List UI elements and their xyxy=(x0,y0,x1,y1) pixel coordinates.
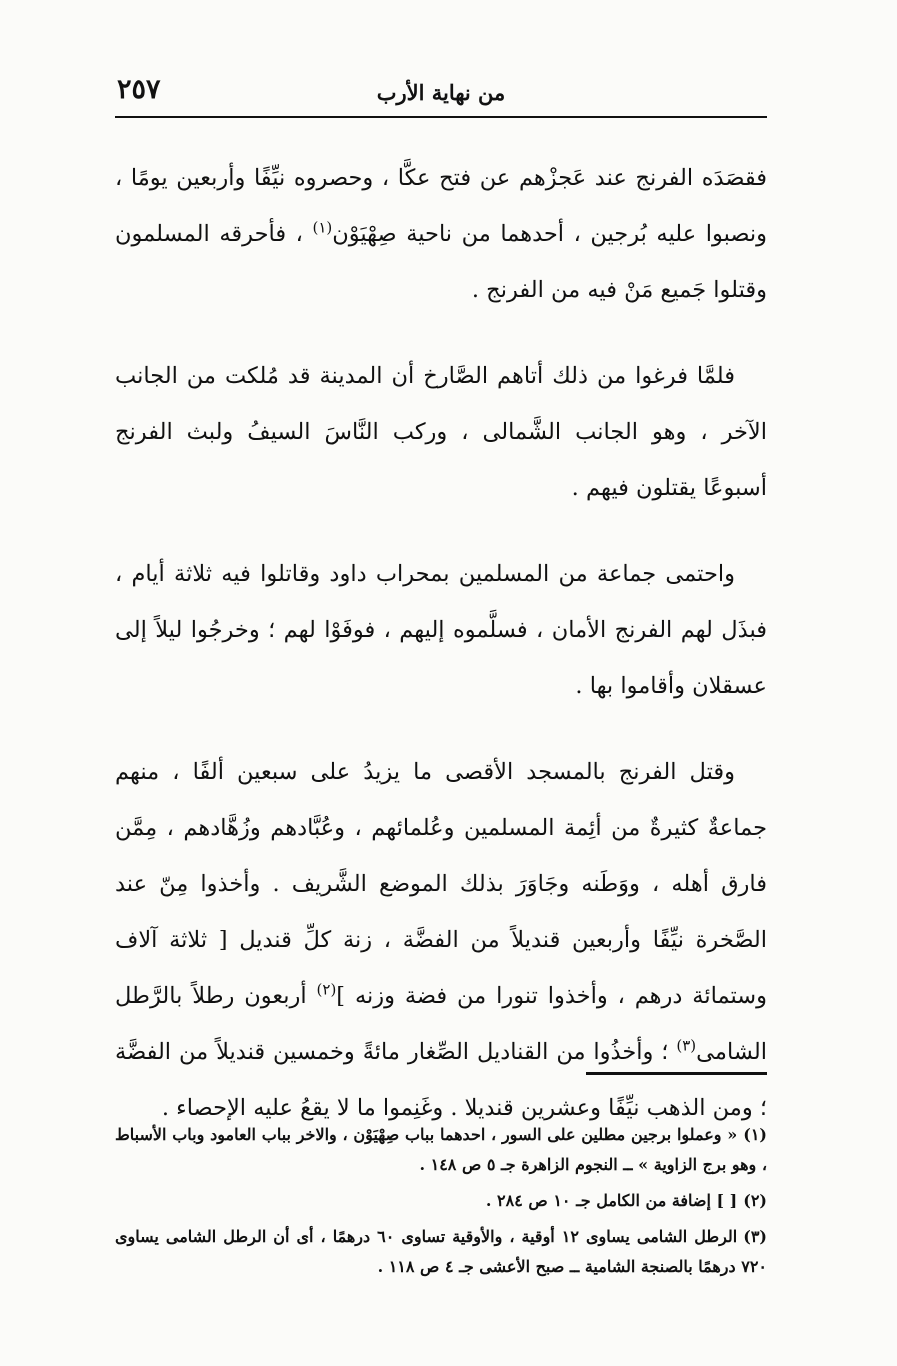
footnote-2-text: [ ] إضافة من الكامل جـ ١٠ ص ٢٨٤ . xyxy=(485,1191,738,1210)
footnote-3 xyxy=(115,1222,767,1282)
page-number: ٢٥٧ xyxy=(117,74,161,105)
footnote-ref-3: (٣) xyxy=(676,1036,697,1055)
footnote-1-text: « وعملوا برجين مطلين على السور ، احدهما بباب صِهْيَوْن ، والاخر بباب العامود وباب الأسباط ، وهو برج الزاوية » ــ النجوم الزاهرة جـ ٥ ص ١٤٨ . xyxy=(115,1125,767,1174)
paragraph-1-text: فقصَدَه الفرنج عند عَجزْهم عن فتح عكَّا ، وحصروه نيِّفًا وأربعين يومًا ، ونصبوا عليه بُرجين ، أحدهما من ناحية صِهْيَوْن xyxy=(115,165,768,247)
header-rule xyxy=(115,116,767,118)
paragraph-1-text-cont: ، فأحرقه المسلمون وقتلوا جَميع مَنْ فيه من الفرنج . xyxy=(115,221,767,303)
footnote-2-number: (٢) xyxy=(743,1191,767,1210)
paragraph-3 xyxy=(115,546,767,714)
paragraph-4 xyxy=(115,744,767,1136)
footnote-3-text: الرطل الشامى يساوى ١٢ أوقية ، والأوقية تساوى ٦٠ درهمًا ، أى أن الرطل الشامى يساوى ٧٢٠ درهمًا بالصنجة الشامية ــ صبح الأعشى جـ ٤ ص ١١٨ . xyxy=(115,1227,767,1276)
page-header xyxy=(115,60,767,116)
paragraph-2-text: فلمَّا فرغوا من ذلك أتاهم الصَّارخ أن المدينة قد مُلكت من الجانب الآخر ، وهو الجانب الشَّمالى ، وركب النَّاسَ السيفُ ولبث الفرنج أسبوعًا يقتلون فيهم . xyxy=(115,363,767,501)
body-text xyxy=(115,150,767,1166)
paragraph-4-text: وقتل الفرنج بالمسجد الأقصى ما يزيدُ على سبعين ألفًا ، منهم جماعةٌ كثيرةٌ من أئِمة المسلمين وعُلمائهم ، وعُبَّادهم وزُهَّادهم ، مِمَّن فارق أهله ، ووَطَنه وجَاوَرَ بذلك الموضع الشَّريف . وأخذوا مِنّ عند الصَّخرة نيِّفًا وأربعين قنديلاً من الفضَّة ، زنة كلِّ قنديل [ ثلاثة آلاف وستمائة درهم ، وأخذوا تنورا من فضة وزنه ] xyxy=(115,759,767,1009)
footnote-ref-2: (٢) xyxy=(316,980,337,999)
footnote-2 xyxy=(115,1186,767,1216)
running-title: من نهاية الأرب xyxy=(376,80,506,105)
paragraph-4-text-cont2: ؛ وأخذُوا من القناديل الصِّغار مائةً وخمسين قنديلاً من الفضَّة ؛ ومن الذهب نيِّفًا وعشرين قنديلا . وغَنِموا ما لا يقعُ عليه الإحصاء . xyxy=(115,1039,767,1121)
footnote-1-number: (١) xyxy=(743,1125,767,1144)
paragraph-4-text-cont: أربعون رطلاً بالرَّطل الشامى xyxy=(115,983,767,1065)
footnote-3-number: (٣) xyxy=(743,1227,767,1246)
footnotes xyxy=(115,1120,767,1288)
footnote-ref-1: (١) xyxy=(312,218,333,237)
footnote-rule xyxy=(586,1072,767,1075)
footnote-1 xyxy=(115,1120,767,1180)
paragraph-2 xyxy=(115,348,767,516)
paragraph-3-text: واحتمى جماعة من المسلمين بمحراب داود وقاتلوا فيه ثلاثة أيام ، فبذَل لهم الفرنج الأمان ، فسلَّموه إليهم ، فوفَوْا لهم ؛ وخرجُوا ليلاً إلى عسقلان وأقاموا بها . xyxy=(115,561,767,699)
paragraph-1 xyxy=(115,150,767,318)
